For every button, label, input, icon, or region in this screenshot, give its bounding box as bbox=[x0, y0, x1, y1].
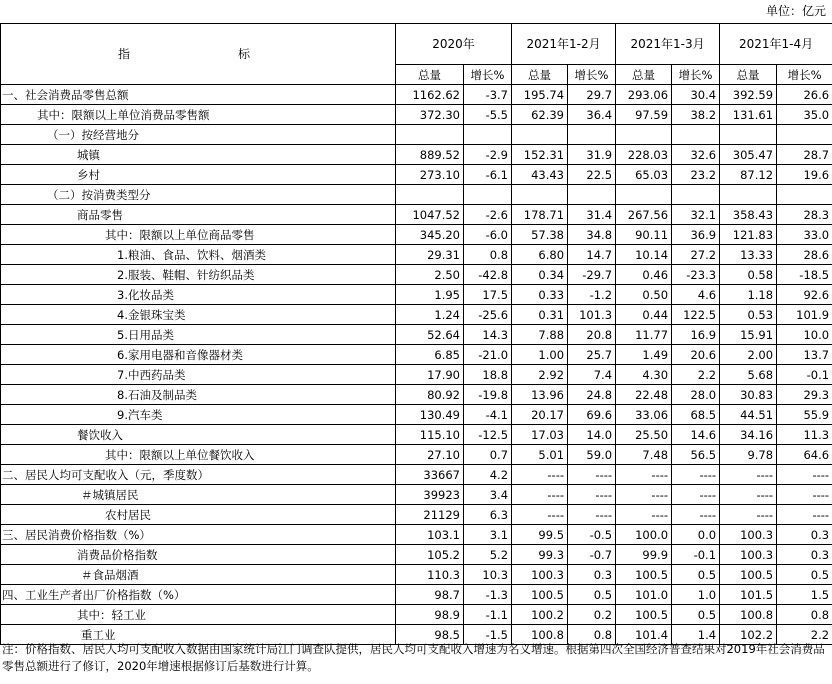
growth-value-cell: -0.1 bbox=[672, 545, 720, 565]
statistics-table bbox=[0, 23, 832, 645]
period-header-2020: 2020年 bbox=[396, 24, 512, 65]
growth-value-cell: ---- bbox=[777, 505, 832, 525]
total-value-cell: 0.33 bbox=[512, 285, 568, 305]
row-label: 8.石油及制品类 bbox=[1, 385, 396, 405]
total-value-cell: 0.50 bbox=[616, 285, 672, 305]
growth-value-cell: 56.5 bbox=[672, 445, 720, 465]
growth-value-cell: 19.6 bbox=[777, 165, 832, 185]
growth-value-cell: 7.4 bbox=[568, 365, 616, 385]
growth-value-cell: 10.0 bbox=[777, 325, 832, 345]
total-value-cell: 345.20 bbox=[396, 225, 464, 245]
growth-value-cell: 26.6 bbox=[777, 85, 832, 105]
growth-value-cell bbox=[777, 185, 832, 205]
total-value-cell bbox=[720, 125, 777, 145]
growth-value-cell: 1.0 bbox=[672, 585, 720, 605]
growth-value-cell: 28.3 bbox=[777, 205, 832, 225]
total-value-cell: 100.5 bbox=[512, 585, 568, 605]
row-label: 5.日用品类 bbox=[1, 325, 396, 345]
total-value-cell: 99.5 bbox=[512, 525, 568, 545]
growth-value-cell: 55.9 bbox=[777, 405, 832, 425]
table-row bbox=[1, 145, 832, 165]
growth-value-cell: 29.3 bbox=[777, 385, 832, 405]
total-value-cell: 1.24 bbox=[396, 305, 464, 325]
total-value-cell: 105.2 bbox=[396, 545, 464, 565]
growth-value-cell: 3.4 bbox=[464, 485, 512, 505]
total-value-cell: 100.5 bbox=[616, 605, 672, 625]
table-row bbox=[1, 465, 832, 485]
total-value-cell: 6.85 bbox=[396, 345, 464, 365]
table-row bbox=[1, 365, 832, 385]
total-value-cell: 0.44 bbox=[616, 305, 672, 325]
total-value-cell: 100.3 bbox=[720, 545, 777, 565]
total-value-cell: 101.0 bbox=[616, 585, 672, 605]
growth-value-cell: 28.6 bbox=[777, 245, 832, 265]
growth-value-cell: 64.6 bbox=[777, 445, 832, 465]
growth-value-cell: 17.5 bbox=[464, 285, 512, 305]
growth-value-cell: 0.8 bbox=[464, 245, 512, 265]
table-row bbox=[1, 505, 832, 525]
total-value-cell: 372.30 bbox=[396, 105, 464, 125]
growth-value-cell: 0.0 bbox=[672, 525, 720, 545]
row-label: 9.汽车类 bbox=[1, 405, 396, 425]
total-value-cell: 100.3 bbox=[720, 525, 777, 545]
growth-value-cell: 4.6 bbox=[672, 285, 720, 305]
growth-value-cell bbox=[568, 125, 616, 145]
total-value-cell: 33667 bbox=[396, 465, 464, 485]
table-row bbox=[1, 545, 832, 565]
row-label: ＃食品烟酒 bbox=[1, 565, 396, 585]
total-value-cell: 30.83 bbox=[720, 385, 777, 405]
total-value-cell: 178.71 bbox=[512, 205, 568, 225]
growth-value-cell: 0.5 bbox=[672, 605, 720, 625]
growth-value-cell: 1.4 bbox=[672, 625, 720, 645]
growth-value-cell: 16.9 bbox=[672, 325, 720, 345]
growth-header: 增长% bbox=[464, 65, 512, 85]
growth-value-cell: -1.2 bbox=[568, 285, 616, 305]
table-row bbox=[1, 425, 832, 445]
growth-value-cell: 27.2 bbox=[672, 245, 720, 265]
growth-value-cell: -3.7 bbox=[464, 85, 512, 105]
growth-value-cell: 101.3 bbox=[568, 305, 616, 325]
total-value-cell: 1047.52 bbox=[396, 205, 464, 225]
growth-value-cell: 0.8 bbox=[568, 625, 616, 645]
growth-value-cell: 101.9 bbox=[777, 305, 832, 325]
total-value-cell: 62.39 bbox=[512, 105, 568, 125]
total-value-cell: 152.31 bbox=[512, 145, 568, 165]
growth-value-cell: -2.6 bbox=[464, 205, 512, 225]
total-value-cell: 43.43 bbox=[512, 165, 568, 185]
row-label: 其中：限额以上单位消费品零售额 bbox=[1, 105, 396, 125]
growth-value-cell bbox=[777, 125, 832, 145]
growth-value-cell: 14.0 bbox=[568, 425, 616, 445]
total-header: 总量 bbox=[396, 65, 464, 85]
total-value-cell: 195.74 bbox=[512, 85, 568, 105]
table-row bbox=[1, 605, 832, 625]
growth-value-cell: ---- bbox=[568, 465, 616, 485]
total-value-cell: ---- bbox=[616, 465, 672, 485]
growth-value-cell bbox=[464, 125, 512, 145]
total-value-cell bbox=[396, 125, 464, 145]
table-row bbox=[1, 165, 832, 185]
total-value-cell: 121.83 bbox=[720, 225, 777, 245]
table-row bbox=[1, 105, 832, 125]
growth-value-cell: 38.2 bbox=[672, 105, 720, 125]
total-value-cell: 392.59 bbox=[720, 85, 777, 105]
row-label: （二）按消费类型分 bbox=[1, 185, 396, 205]
row-label: 3.化妆品类 bbox=[1, 285, 396, 305]
total-value-cell: 20.17 bbox=[512, 405, 568, 425]
growth-value-cell: 1.5 bbox=[777, 585, 832, 605]
growth-value-cell: -0.1 bbox=[777, 365, 832, 385]
total-value-cell: ---- bbox=[616, 505, 672, 525]
total-value-cell: 2.00 bbox=[720, 345, 777, 365]
total-value-cell: 57.38 bbox=[512, 225, 568, 245]
growth-value-cell: -19.8 bbox=[464, 385, 512, 405]
total-value-cell: 2.92 bbox=[512, 365, 568, 385]
growth-value-cell: 0.3 bbox=[777, 525, 832, 545]
table-row bbox=[1, 405, 832, 425]
growth-value-cell: 34.8 bbox=[568, 225, 616, 245]
total-value-cell: 10.14 bbox=[616, 245, 672, 265]
table-row bbox=[1, 345, 832, 365]
growth-value-cell: -6.0 bbox=[464, 225, 512, 245]
total-value-cell: 100.8 bbox=[512, 625, 568, 645]
row-label: 乡村 bbox=[1, 165, 396, 185]
total-value-cell: ---- bbox=[720, 465, 777, 485]
growth-value-cell: 18.8 bbox=[464, 365, 512, 385]
growth-value-cell: ---- bbox=[568, 505, 616, 525]
total-value-cell: 102.2 bbox=[720, 625, 777, 645]
growth-value-cell: 14.6 bbox=[672, 425, 720, 445]
total-value-cell bbox=[616, 185, 672, 205]
growth-value-cell: -18.5 bbox=[777, 265, 832, 285]
total-value-cell: 65.03 bbox=[616, 165, 672, 185]
growth-value-cell: 23.2 bbox=[672, 165, 720, 185]
row-label: 农村居民 bbox=[1, 505, 396, 525]
growth-value-cell: 0.5 bbox=[777, 565, 832, 585]
growth-value-cell: 0.7 bbox=[464, 445, 512, 465]
total-value-cell: 1.00 bbox=[512, 345, 568, 365]
total-value-cell: 52.64 bbox=[396, 325, 464, 345]
growth-value-cell: -1.5 bbox=[464, 625, 512, 645]
row-label: 四、工业生产者出厂价格指数（%） bbox=[1, 585, 396, 605]
total-value-cell: 293.06 bbox=[616, 85, 672, 105]
total-value-cell: 1.49 bbox=[616, 345, 672, 365]
total-value-cell: 97.59 bbox=[616, 105, 672, 125]
growth-value-cell: -4.1 bbox=[464, 405, 512, 425]
growth-value-cell: 20.6 bbox=[672, 345, 720, 365]
growth-value-cell: 14.7 bbox=[568, 245, 616, 265]
total-value-cell: 98.5 bbox=[396, 625, 464, 645]
total-value-cell: 110.3 bbox=[396, 565, 464, 585]
period-header-jan-mar: 2021年1-3月 bbox=[616, 24, 720, 65]
growth-value-cell: -12.5 bbox=[464, 425, 512, 445]
growth-value-cell: -0.7 bbox=[568, 545, 616, 565]
total-value-cell: 6.80 bbox=[512, 245, 568, 265]
total-value-cell: 9.78 bbox=[720, 445, 777, 465]
growth-value-cell: 20.8 bbox=[568, 325, 616, 345]
table-body bbox=[1, 85, 832, 645]
growth-value-cell: 4.2 bbox=[464, 465, 512, 485]
total-value-cell: 15.91 bbox=[720, 325, 777, 345]
growth-value-cell: 28.0 bbox=[672, 385, 720, 405]
table-row bbox=[1, 445, 832, 465]
growth-header: 增长% bbox=[672, 65, 720, 85]
total-value-cell bbox=[512, 125, 568, 145]
total-value-cell: ---- bbox=[512, 485, 568, 505]
row-label: 消费品价格指数 bbox=[1, 545, 396, 565]
total-value-cell: 1.18 bbox=[720, 285, 777, 305]
total-header: 总量 bbox=[512, 65, 568, 85]
table-row bbox=[1, 385, 832, 405]
row-label: 其中：轻工业 bbox=[1, 605, 396, 625]
total-value-cell: 131.61 bbox=[720, 105, 777, 125]
row-label: 一、社会消费品零售总额 bbox=[1, 85, 396, 105]
row-label: 4.金银珠宝类 bbox=[1, 305, 396, 325]
header-row-periods bbox=[1, 24, 832, 65]
growth-value-cell: 25.7 bbox=[568, 345, 616, 365]
total-value-cell: 98.9 bbox=[396, 605, 464, 625]
total-value-cell: 11.77 bbox=[616, 325, 672, 345]
growth-value-cell: 13.7 bbox=[777, 345, 832, 365]
total-value-cell: 115.10 bbox=[396, 425, 464, 445]
row-label: 1.粮油、食品、饮料、烟酒类 bbox=[1, 245, 396, 265]
growth-value-cell: 29.7 bbox=[568, 85, 616, 105]
footnote: 注：价格指数、居民人均可支配收入数据由国家统计局江门调查队提供，居民人均可支配收入增速为名义增速。根据第四次全国经济普查结果对2019年社会消费品零售总额进行了修订，2020年增速根据修订后基数进行计算。 bbox=[2, 642, 825, 673]
growth-value-cell bbox=[672, 125, 720, 145]
row-label: 6.家用电器和音像器材类 bbox=[1, 345, 396, 365]
total-value-cell bbox=[512, 185, 568, 205]
growth-value-cell: 0.5 bbox=[568, 585, 616, 605]
total-value-cell: 101.4 bbox=[616, 625, 672, 645]
total-value-cell: 87.12 bbox=[720, 165, 777, 185]
growth-value-cell: -5.5 bbox=[464, 105, 512, 125]
total-value-cell: ---- bbox=[720, 485, 777, 505]
period-header-jan-apr: 2021年1-4月 bbox=[720, 24, 832, 65]
growth-value-cell: 31.9 bbox=[568, 145, 616, 165]
growth-value-cell: -2.9 bbox=[464, 145, 512, 165]
growth-value-cell: 35.0 bbox=[777, 105, 832, 125]
total-value-cell: 4.30 bbox=[616, 365, 672, 385]
growth-value-cell: 0.8 bbox=[777, 605, 832, 625]
total-value-cell: 7.48 bbox=[616, 445, 672, 465]
total-value-cell: 33.06 bbox=[616, 405, 672, 425]
table-row bbox=[1, 565, 832, 585]
growth-value-cell: 0.5 bbox=[672, 565, 720, 585]
total-value-cell: 5.68 bbox=[720, 365, 777, 385]
growth-value-cell: 122.5 bbox=[672, 305, 720, 325]
table-row bbox=[1, 325, 832, 345]
table-row bbox=[1, 225, 832, 245]
total-value-cell: 1.95 bbox=[396, 285, 464, 305]
row-label: 2.服装、鞋帽、针纺织品类 bbox=[1, 265, 396, 285]
total-value-cell: 98.7 bbox=[396, 585, 464, 605]
table-row bbox=[1, 305, 832, 325]
total-value-cell: 305.47 bbox=[720, 145, 777, 165]
total-header: 总量 bbox=[720, 65, 777, 85]
row-label: 三、居民消费价格指数（%） bbox=[1, 525, 396, 545]
total-value-cell: 2.50 bbox=[396, 265, 464, 285]
total-value-cell: 99.3 bbox=[512, 545, 568, 565]
row-label: 餐饮收入 bbox=[1, 425, 396, 445]
total-value-cell: 889.52 bbox=[396, 145, 464, 165]
growth-value-cell: 6.3 bbox=[464, 505, 512, 525]
total-value-cell: 34.16 bbox=[720, 425, 777, 445]
growth-value-cell: 28.7 bbox=[777, 145, 832, 165]
row-label: 其中：限额以上单位商品零售 bbox=[1, 225, 396, 245]
growth-value-cell: 32.1 bbox=[672, 205, 720, 225]
growth-value-cell: -21.0 bbox=[464, 345, 512, 365]
row-label: （一）按经营地分 bbox=[1, 125, 396, 145]
total-value-cell: 267.56 bbox=[616, 205, 672, 225]
period-header-jan-feb: 2021年1-2月 bbox=[512, 24, 616, 65]
total-value-cell bbox=[720, 185, 777, 205]
growth-value-cell bbox=[568, 185, 616, 205]
growth-value-cell: ---- bbox=[672, 505, 720, 525]
growth-value-cell: 0.3 bbox=[568, 565, 616, 585]
total-value-cell: 103.1 bbox=[396, 525, 464, 545]
total-value-cell: 0.53 bbox=[720, 305, 777, 325]
growth-value-cell: -25.6 bbox=[464, 305, 512, 325]
total-value-cell: 130.49 bbox=[396, 405, 464, 425]
total-value-cell: 228.03 bbox=[616, 145, 672, 165]
growth-value-cell: -1.3 bbox=[464, 585, 512, 605]
row-label: 城镇 bbox=[1, 145, 396, 165]
total-value-cell: ---- bbox=[512, 505, 568, 525]
total-value-cell: 100.5 bbox=[616, 565, 672, 585]
row-label: ＃城镇居民 bbox=[1, 485, 396, 505]
growth-value-cell: 30.4 bbox=[672, 85, 720, 105]
growth-value-cell: ---- bbox=[672, 485, 720, 505]
table-row bbox=[1, 285, 832, 305]
total-value-cell: 29.31 bbox=[396, 245, 464, 265]
growth-value-cell: 2.2 bbox=[672, 365, 720, 385]
growth-value-cell: 24.8 bbox=[568, 385, 616, 405]
growth-value-cell: 0.3 bbox=[777, 545, 832, 565]
table-row bbox=[1, 185, 832, 205]
total-value-cell: 100.2 bbox=[512, 605, 568, 625]
growth-value-cell: ---- bbox=[777, 485, 832, 505]
total-value-cell: 22.48 bbox=[616, 385, 672, 405]
growth-value-cell: 36.9 bbox=[672, 225, 720, 245]
total-value-cell: ---- bbox=[512, 465, 568, 485]
total-value-cell: 0.34 bbox=[512, 265, 568, 285]
total-header: 总量 bbox=[616, 65, 672, 85]
growth-value-cell: 33.0 bbox=[777, 225, 832, 245]
row-label: 7.中西药品类 bbox=[1, 365, 396, 385]
growth-value-cell: -6.1 bbox=[464, 165, 512, 185]
growth-value-cell: 36.4 bbox=[568, 105, 616, 125]
total-value-cell: 273.10 bbox=[396, 165, 464, 185]
total-value-cell: 100.3 bbox=[512, 565, 568, 585]
growth-value-cell: 22.5 bbox=[568, 165, 616, 185]
table-row bbox=[1, 585, 832, 605]
unit-label: 单位：亿元 bbox=[765, 4, 826, 18]
total-value-cell: 90.11 bbox=[616, 225, 672, 245]
growth-value-cell: 11.3 bbox=[777, 425, 832, 445]
growth-header: 增长% bbox=[568, 65, 616, 85]
table-row bbox=[1, 85, 832, 105]
total-value-cell: 358.43 bbox=[720, 205, 777, 225]
total-value-cell: 100.8 bbox=[720, 605, 777, 625]
total-value-cell: 0.46 bbox=[616, 265, 672, 285]
row-label: 商品零售 bbox=[1, 205, 396, 225]
total-value-cell: 101.5 bbox=[720, 585, 777, 605]
table-row bbox=[1, 205, 832, 225]
total-value-cell: 99.9 bbox=[616, 545, 672, 565]
total-value-cell: 0.58 bbox=[720, 265, 777, 285]
growth-value-cell: 59.0 bbox=[568, 445, 616, 465]
table-row bbox=[1, 525, 832, 545]
table-row bbox=[1, 265, 832, 285]
total-value-cell: 7.88 bbox=[512, 325, 568, 345]
growth-value-cell: ---- bbox=[672, 465, 720, 485]
total-value-cell: 17.90 bbox=[396, 365, 464, 385]
growth-value-cell: 92.6 bbox=[777, 285, 832, 305]
total-value-cell: 25.50 bbox=[616, 425, 672, 445]
total-value-cell bbox=[616, 125, 672, 145]
growth-value-cell: 2.2 bbox=[777, 625, 832, 645]
total-value-cell: ---- bbox=[720, 505, 777, 525]
growth-value-cell bbox=[672, 185, 720, 205]
indicator-header: 指 标 bbox=[1, 24, 396, 85]
growth-value-cell: 3.1 bbox=[464, 525, 512, 545]
row-label: 重工业 bbox=[1, 625, 396, 645]
total-value-cell: ---- bbox=[616, 485, 672, 505]
total-value-cell: 100.5 bbox=[720, 565, 777, 585]
growth-value-cell: -29.7 bbox=[568, 265, 616, 285]
total-value-cell: 100.0 bbox=[616, 525, 672, 545]
growth-value-cell: 31.4 bbox=[568, 205, 616, 225]
growth-value-cell bbox=[464, 185, 512, 205]
growth-value-cell: 10.3 bbox=[464, 565, 512, 585]
total-value-cell: 21129 bbox=[396, 505, 464, 525]
total-value-cell: 17.03 bbox=[512, 425, 568, 445]
total-value-cell: 27.10 bbox=[396, 445, 464, 465]
table-row bbox=[1, 485, 832, 505]
total-value-cell: 0.31 bbox=[512, 305, 568, 325]
growth-value-cell: 68.5 bbox=[672, 405, 720, 425]
growth-value-cell: -23.3 bbox=[672, 265, 720, 285]
table-row bbox=[1, 125, 832, 145]
growth-value-cell: -42.8 bbox=[464, 265, 512, 285]
total-value-cell: 5.01 bbox=[512, 445, 568, 465]
growth-header: 增长% bbox=[777, 65, 832, 85]
total-value-cell: 80.92 bbox=[396, 385, 464, 405]
growth-value-cell: ---- bbox=[777, 465, 832, 485]
growth-value-cell: -0.5 bbox=[568, 525, 616, 545]
growth-value-cell: -1.1 bbox=[464, 605, 512, 625]
growth-value-cell: 5.2 bbox=[464, 545, 512, 565]
growth-value-cell: 14.3 bbox=[464, 325, 512, 345]
total-value-cell: 13.96 bbox=[512, 385, 568, 405]
total-value-cell: 1162.62 bbox=[396, 85, 464, 105]
growth-value-cell: ---- bbox=[568, 485, 616, 505]
growth-value-cell: 69.6 bbox=[568, 405, 616, 425]
total-value-cell: 39923 bbox=[396, 485, 464, 505]
row-label: 二、居民人均可支配收入（元，季度数） bbox=[1, 465, 396, 485]
total-value-cell bbox=[396, 185, 464, 205]
growth-value-cell: 0.2 bbox=[568, 605, 616, 625]
row-label: 其中：限额以上单位餐饮收入 bbox=[1, 445, 396, 465]
total-value-cell: 13.33 bbox=[720, 245, 777, 265]
table-row bbox=[1, 245, 832, 265]
growth-value-cell: 32.6 bbox=[672, 145, 720, 165]
total-value-cell: 44.51 bbox=[720, 405, 777, 425]
